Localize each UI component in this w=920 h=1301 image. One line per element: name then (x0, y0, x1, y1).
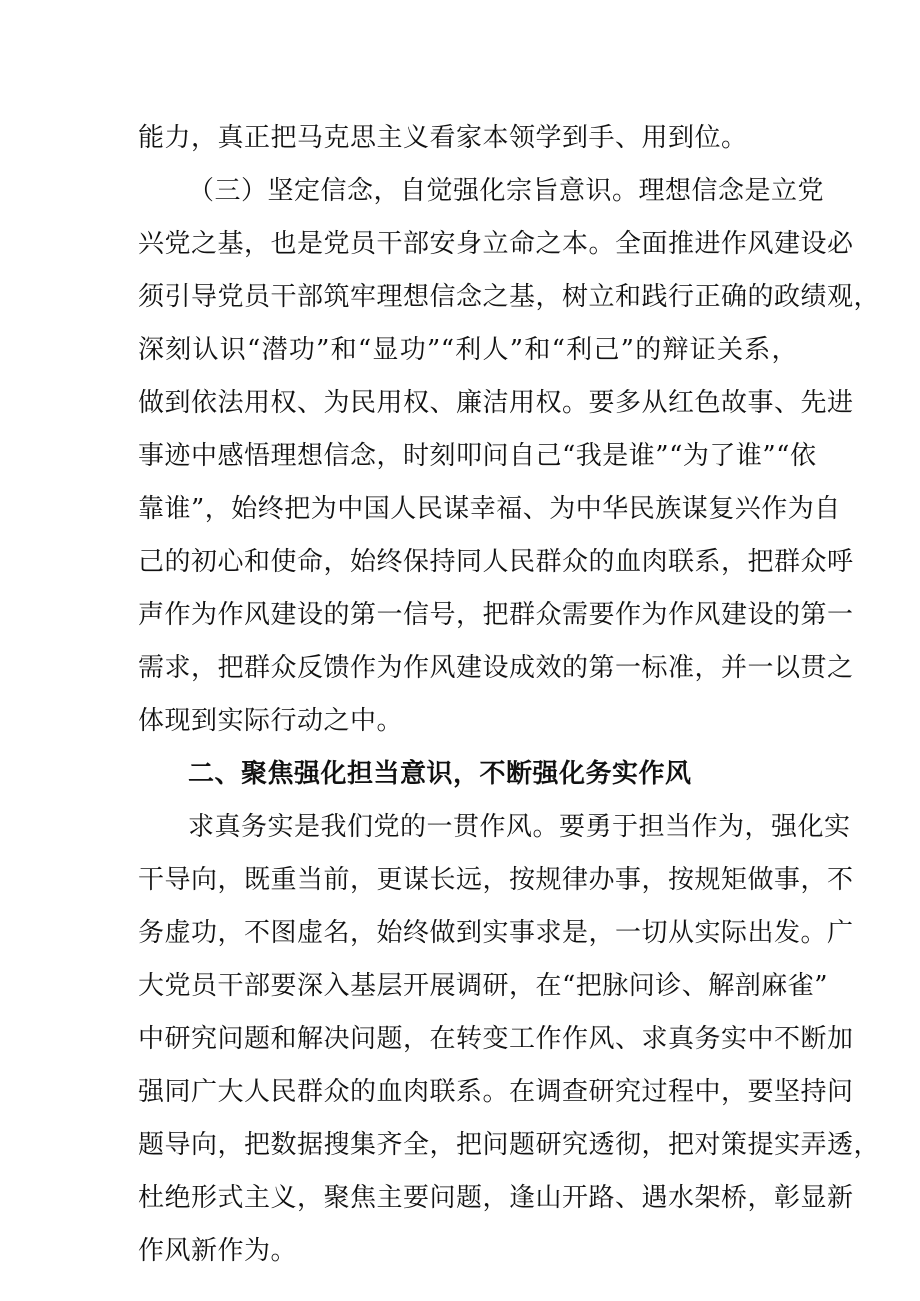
text-line: 能力，真正把马克思主义看家本领学到手、用到位。 (138, 123, 748, 153)
text-line: 事迹中感悟理想信念，时刻叩问自己“我是谁”“为了谁”“依 (138, 441, 817, 471)
text-line: 中研究问题和解决问题，在转变工作作风、求真务实中不断加 (138, 1024, 854, 1054)
text-line: 体现到实际行动之中。 (138, 706, 404, 736)
text-line: 求真务实是我们党的一贯作风。要勇于担当作为，强化实 (188, 812, 851, 842)
text-line: 须引导党员干部筑牢理想信念之基，树立和践行正确的政绩观， (138, 282, 881, 312)
text-line: 题导向，把数据搜集齐全，把问题研究透彻，把对策提实弄透， (138, 1130, 881, 1160)
text-line: 做到依法用权、为民用权、廉洁用权。要多从红色故事、先进 (138, 388, 854, 418)
text-line: 深刻认识“潜功”和“显功”“利人”和“利己”的辩证关系， (138, 335, 798, 365)
text-line: 兴党之基，也是党员干部安身立命之本。全面推进作风建设必 (138, 229, 854, 259)
text-line: 己的初心和使命，始终保持同人民群众的血肉联系，把群众呼 (138, 547, 854, 577)
text-line: 强同广大人民群众的血肉联系。在调查研究过程中，要坚持问 (138, 1077, 854, 1107)
section-heading: 二、聚焦强化担当意识，不断强化务实作风 (188, 759, 692, 789)
text-line: 务虚功，不图虚名，始终做到实事求是，一切从实际出发。广 (138, 918, 854, 948)
text-line: 大党员干部要深入基层开展调研，在“把脉问诊、解剖麻雀” (138, 971, 829, 1001)
text-line: 声作为作风建设的第一信号，把群众需要作为作风建设的第一 (138, 600, 854, 630)
text-line: 需求，把群众反馈作为作风建设成效的第一标准，并一以贯之 (138, 653, 854, 683)
text-line: 靠谁”，始终把为中国人民谋幸福、为中华民族谋复兴作为自 (138, 494, 841, 524)
text-line: 干导向，既重当前，更谋长远，按规律办事，按规矩做事，不 (138, 865, 854, 895)
text-line: 杜绝形式主义，聚焦主要问题，逢山开路、遇水架桥，彰显新 (138, 1183, 854, 1213)
text-line: 作风新作为。 (138, 1236, 298, 1266)
subheading-line: （三）坚定信念，自觉强化宗旨意识。理想信念是立党 (188, 176, 825, 206)
